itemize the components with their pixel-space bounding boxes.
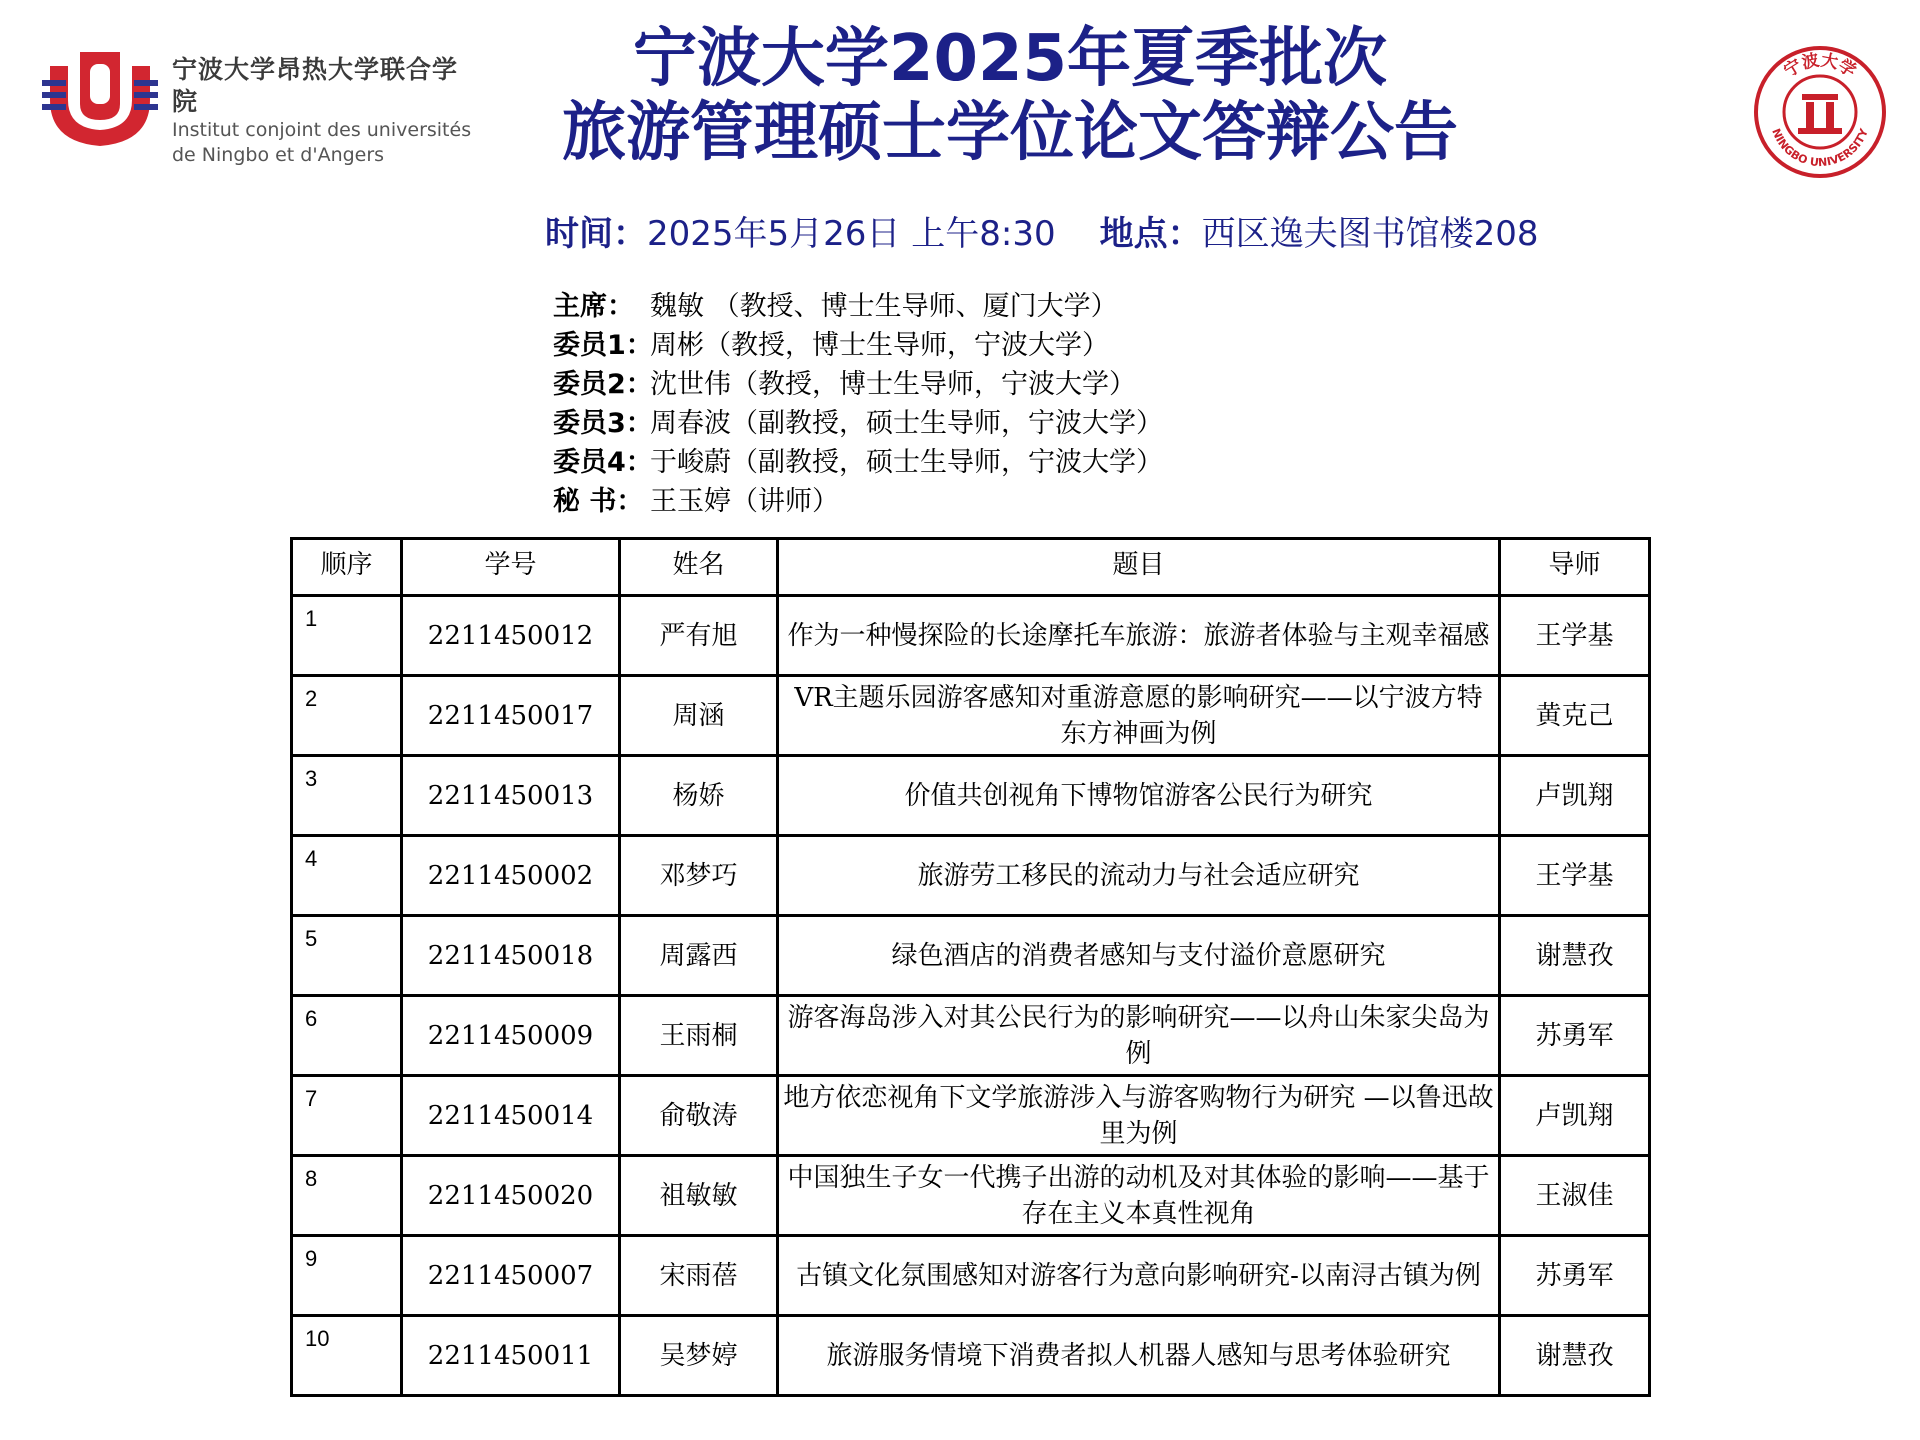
table-row: 10 2211450011 吴梦婷 旅游服务情境下消费者拟人机器人感知与思考体验研究 谢慧孜 [292,1316,1650,1396]
header-seq: 顺序 [292,539,402,596]
committee-member-1: 委员1：周彬（教授，博士生导师，宁波大学） [553,330,1109,361]
seal-text-cn: 宁波大学 [1780,50,1860,82]
table-row: 4 2211450002 邓梦巧 旅游劳工移民的流动力与社会适应研究 王学基 [292,836,1650,916]
table-row: 9 2211450007 宋雨蓓 古镇文化氛围感知对游客行为意向影响研究-以南浔古镇为例 苏勇军 [292,1236,1650,1316]
header-id: 学号 [402,539,620,596]
institute-name-fr-line1: Institut conjoint des universités [172,119,472,141]
place-value: 西区逸夫图书馆楼208 [1201,214,1539,254]
table-row: 3 2211450013 杨娇 价值共创视角下博物馆游客公民行为研究 卢凯翔 [292,756,1650,836]
table-row: 5 2211450018 周露西 绿色酒店的消费者感知与支付溢价意愿研究 谢慧孜 [292,916,1650,996]
committee-list [553,287,1163,521]
institute-name-fr-line2: de Ningbo et d'Angers [172,144,385,166]
header-name: 姓名 [620,539,778,596]
table-row: 6 2211450009 王雨桐 游客海岛涉入对其公民行为的影响研究——以舟山朱家尖岛为例 苏勇军 [292,996,1650,1076]
table-row: 8 2211450020 祖敏敏 中国独生子女一代携子出游的动机及对其体验的影响——基于存在主义本真性视角 王淑佳 [292,1156,1650,1236]
committee-chair: 主席： 魏敏 （教授、博士生导师、厦门大学） [553,291,1118,322]
committee-member-4: 委员4：于峻蔚（副教授，硕士生导师，宁波大学） [553,447,1163,478]
defense-time-place [545,206,1539,255]
header-advisor: 导师 [1500,539,1650,596]
table-row: 1 2211450012 严有旭 作为一种慢探险的长途摩托车旅游：旅游者体验与主观幸福感 王学基 [292,596,1650,676]
institute-emblem-icon [40,38,160,158]
seal-text-en: NINGBO UNIVERSITY [1769,126,1871,170]
announcement-title [450,22,1570,170]
institute-logo [40,38,480,166]
title-line2: 旅游管理硕士学位论文答辩公告 [562,96,1458,170]
committee-member-2: 委员2：沈世伟（教授，博士生导师，宁波大学） [553,369,1136,400]
university-seal-icon [1752,44,1888,180]
institute-name-cn: 宁波大学昂热大学联合学院 [172,55,459,116]
header-topic: 题目 [778,539,1500,596]
committee-secretary: 秘 书： 王玉婷（讲师） [553,486,839,517]
table-row: 2 2211450017 周涵 VR主题乐园游客感知对重游意愿的影响研究——以宁波方特东方神画为例 黄克己 [292,676,1650,756]
time-label: 时间： [545,214,647,254]
defense-schedule-table [290,537,1651,1397]
title-line1: 宁波大学2025年夏季批次 [632,22,1388,96]
table-header-row [292,539,1650,596]
place-label: 地点： [1099,214,1202,254]
time-value: 2025年5月26日 上午8:30 [647,214,1056,254]
table-row: 7 2211450014 俞敬涛 地方依恋视角下文学旅游涉入与游客购物行为研究 —以鲁迅故里为例 卢凯翔 [292,1076,1650,1156]
committee-member-3: 委员3：周春波（副教授，硕士生导师，宁波大学） [553,408,1163,439]
